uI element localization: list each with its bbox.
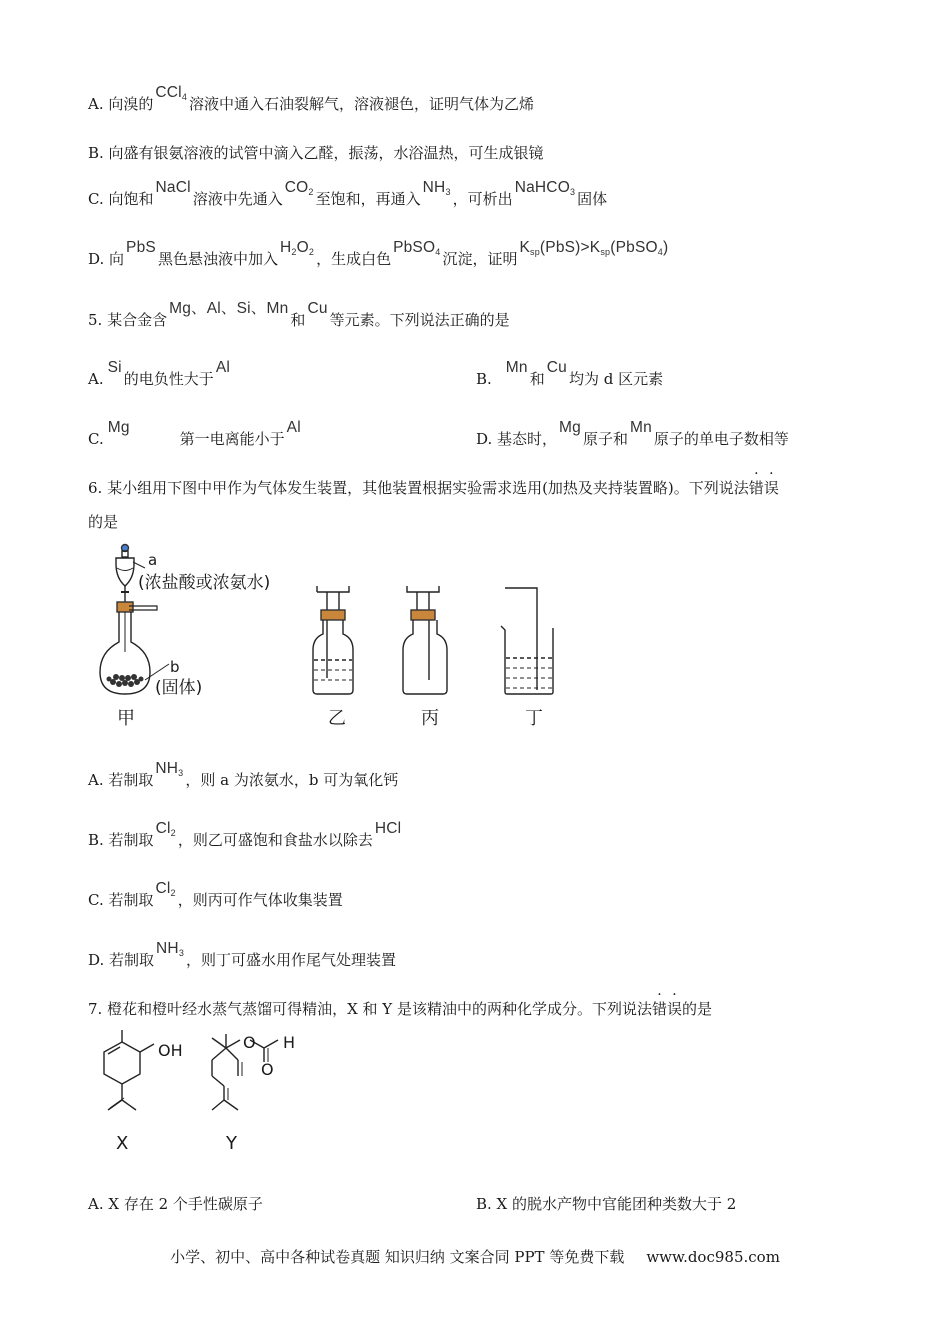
x-ring bbox=[104, 1042, 140, 1084]
label-yi: 乙 bbox=[328, 708, 346, 729]
q5-option-b: B.Mn和Cu均为 d 区元素 bbox=[476, 359, 664, 388]
y-h-label: H bbox=[283, 1033, 296, 1052]
y-o-bond bbox=[226, 1040, 240, 1048]
bent-tube bbox=[505, 588, 537, 690]
q5-option-a: A.Si的电负性大于Al bbox=[88, 359, 230, 388]
label-b-text: (固体) bbox=[155, 678, 203, 698]
q5-stem: 5. 某合金含Mg、Al、Si、Mn和Cu等元素。下列说法正确的是 bbox=[88, 300, 510, 329]
q6-option-d: D. 若制取$NH_3$ ，则丁可盛水用作尾气处理装置 bbox=[88, 940, 397, 969]
q7-option-b: B. X 的脱水产物中官能团种类数大于 2 bbox=[476, 1195, 737, 1213]
y-o2-label: O bbox=[261, 1060, 274, 1079]
label-y: Y bbox=[226, 1133, 237, 1154]
label-ding: 丁 bbox=[525, 708, 543, 729]
wash-bottle-yi bbox=[313, 620, 353, 694]
y-o1-label: O bbox=[243, 1033, 256, 1052]
q6-option-a: A. 若制取$NH_3$ ，则 a 为浓氨水，b 可为氧化钙 bbox=[88, 760, 399, 789]
footer-text: 小学、初中、高中各种试卷真题 知识归纳 文案合同 PPT 等免费下载 bbox=[170, 1248, 625, 1266]
q4-option-b: B. 向盛有银氨溶液的试管中滴入乙醛，振荡，水浴温热，可生成银镜 bbox=[88, 144, 544, 162]
solid-particles bbox=[107, 674, 144, 687]
beaker-ding bbox=[501, 626, 553, 694]
label-a-text: (浓盐酸或浓氨水) bbox=[138, 573, 271, 593]
x-oh-label: OH bbox=[158, 1041, 183, 1060]
footer-url[interactable]: www.doc985.com bbox=[646, 1248, 780, 1266]
y-methyl bbox=[212, 1038, 226, 1048]
q6-stem-line1: 6. 某小组用下图中甲作为气体发生装置，其他装置根据实验需求选用(加热及夹持装置略)。下列说法错误 bbox=[88, 479, 779, 497]
q4-option-d: D. 向PbS黑色悬浊液中加入$H_2O_2$ ，生成白色PbSO$_4$ 沉淀，证明$K_{sp}(PbS)>K_{sp}(PbSO_4)$ bbox=[88, 239, 669, 268]
footer bbox=[0, 1246, 950, 1267]
q4-option-a: A. 向溴的CCl$_4$ 溶液中通入石油裂解气，溶液褪色，证明气体为乙烯 bbox=[88, 84, 535, 113]
label-b: b bbox=[170, 658, 180, 676]
q6-option-b: B. 若制取$Cl_2$ ，则乙可盛饱和食盐水以除去HCl bbox=[88, 820, 402, 849]
separatory-funnel bbox=[116, 558, 134, 586]
label-bing: 丙 bbox=[421, 708, 439, 729]
collecting-bottle-bing bbox=[403, 620, 447, 694]
q5-option-c: C.Mg第一电离能小于Al bbox=[88, 419, 301, 448]
q7-stem: 7. 橙花和橙叶经水蒸气蒸馏可得精油，X 和 Y 是该精油中的两种化学成分。下列说法错误的是 bbox=[88, 1000, 713, 1018]
q4-option-c: C. 向饱和NaCl溶液中先通入$CO_2$ 至饱和，再通入$NH_3$ ，可析出NaHCO$_3$ 固体 bbox=[88, 179, 608, 208]
q6-option-c: C. 若制取$Cl_2$ ，则丙可作气体收集装置 bbox=[88, 880, 343, 909]
q7-option-a: A. X 存在 2 个手性碳原子 bbox=[88, 1195, 263, 1213]
q5-option-d: D. 基态时，Mg原子和Mn原子的单电子数相等 bbox=[476, 419, 789, 448]
label-x: X bbox=[116, 1133, 129, 1154]
q6-stem-line2: 的是 bbox=[88, 513, 119, 531]
x-oh-bond bbox=[140, 1044, 154, 1052]
label-jia: 甲 bbox=[117, 708, 135, 729]
label-a: a bbox=[148, 551, 158, 569]
